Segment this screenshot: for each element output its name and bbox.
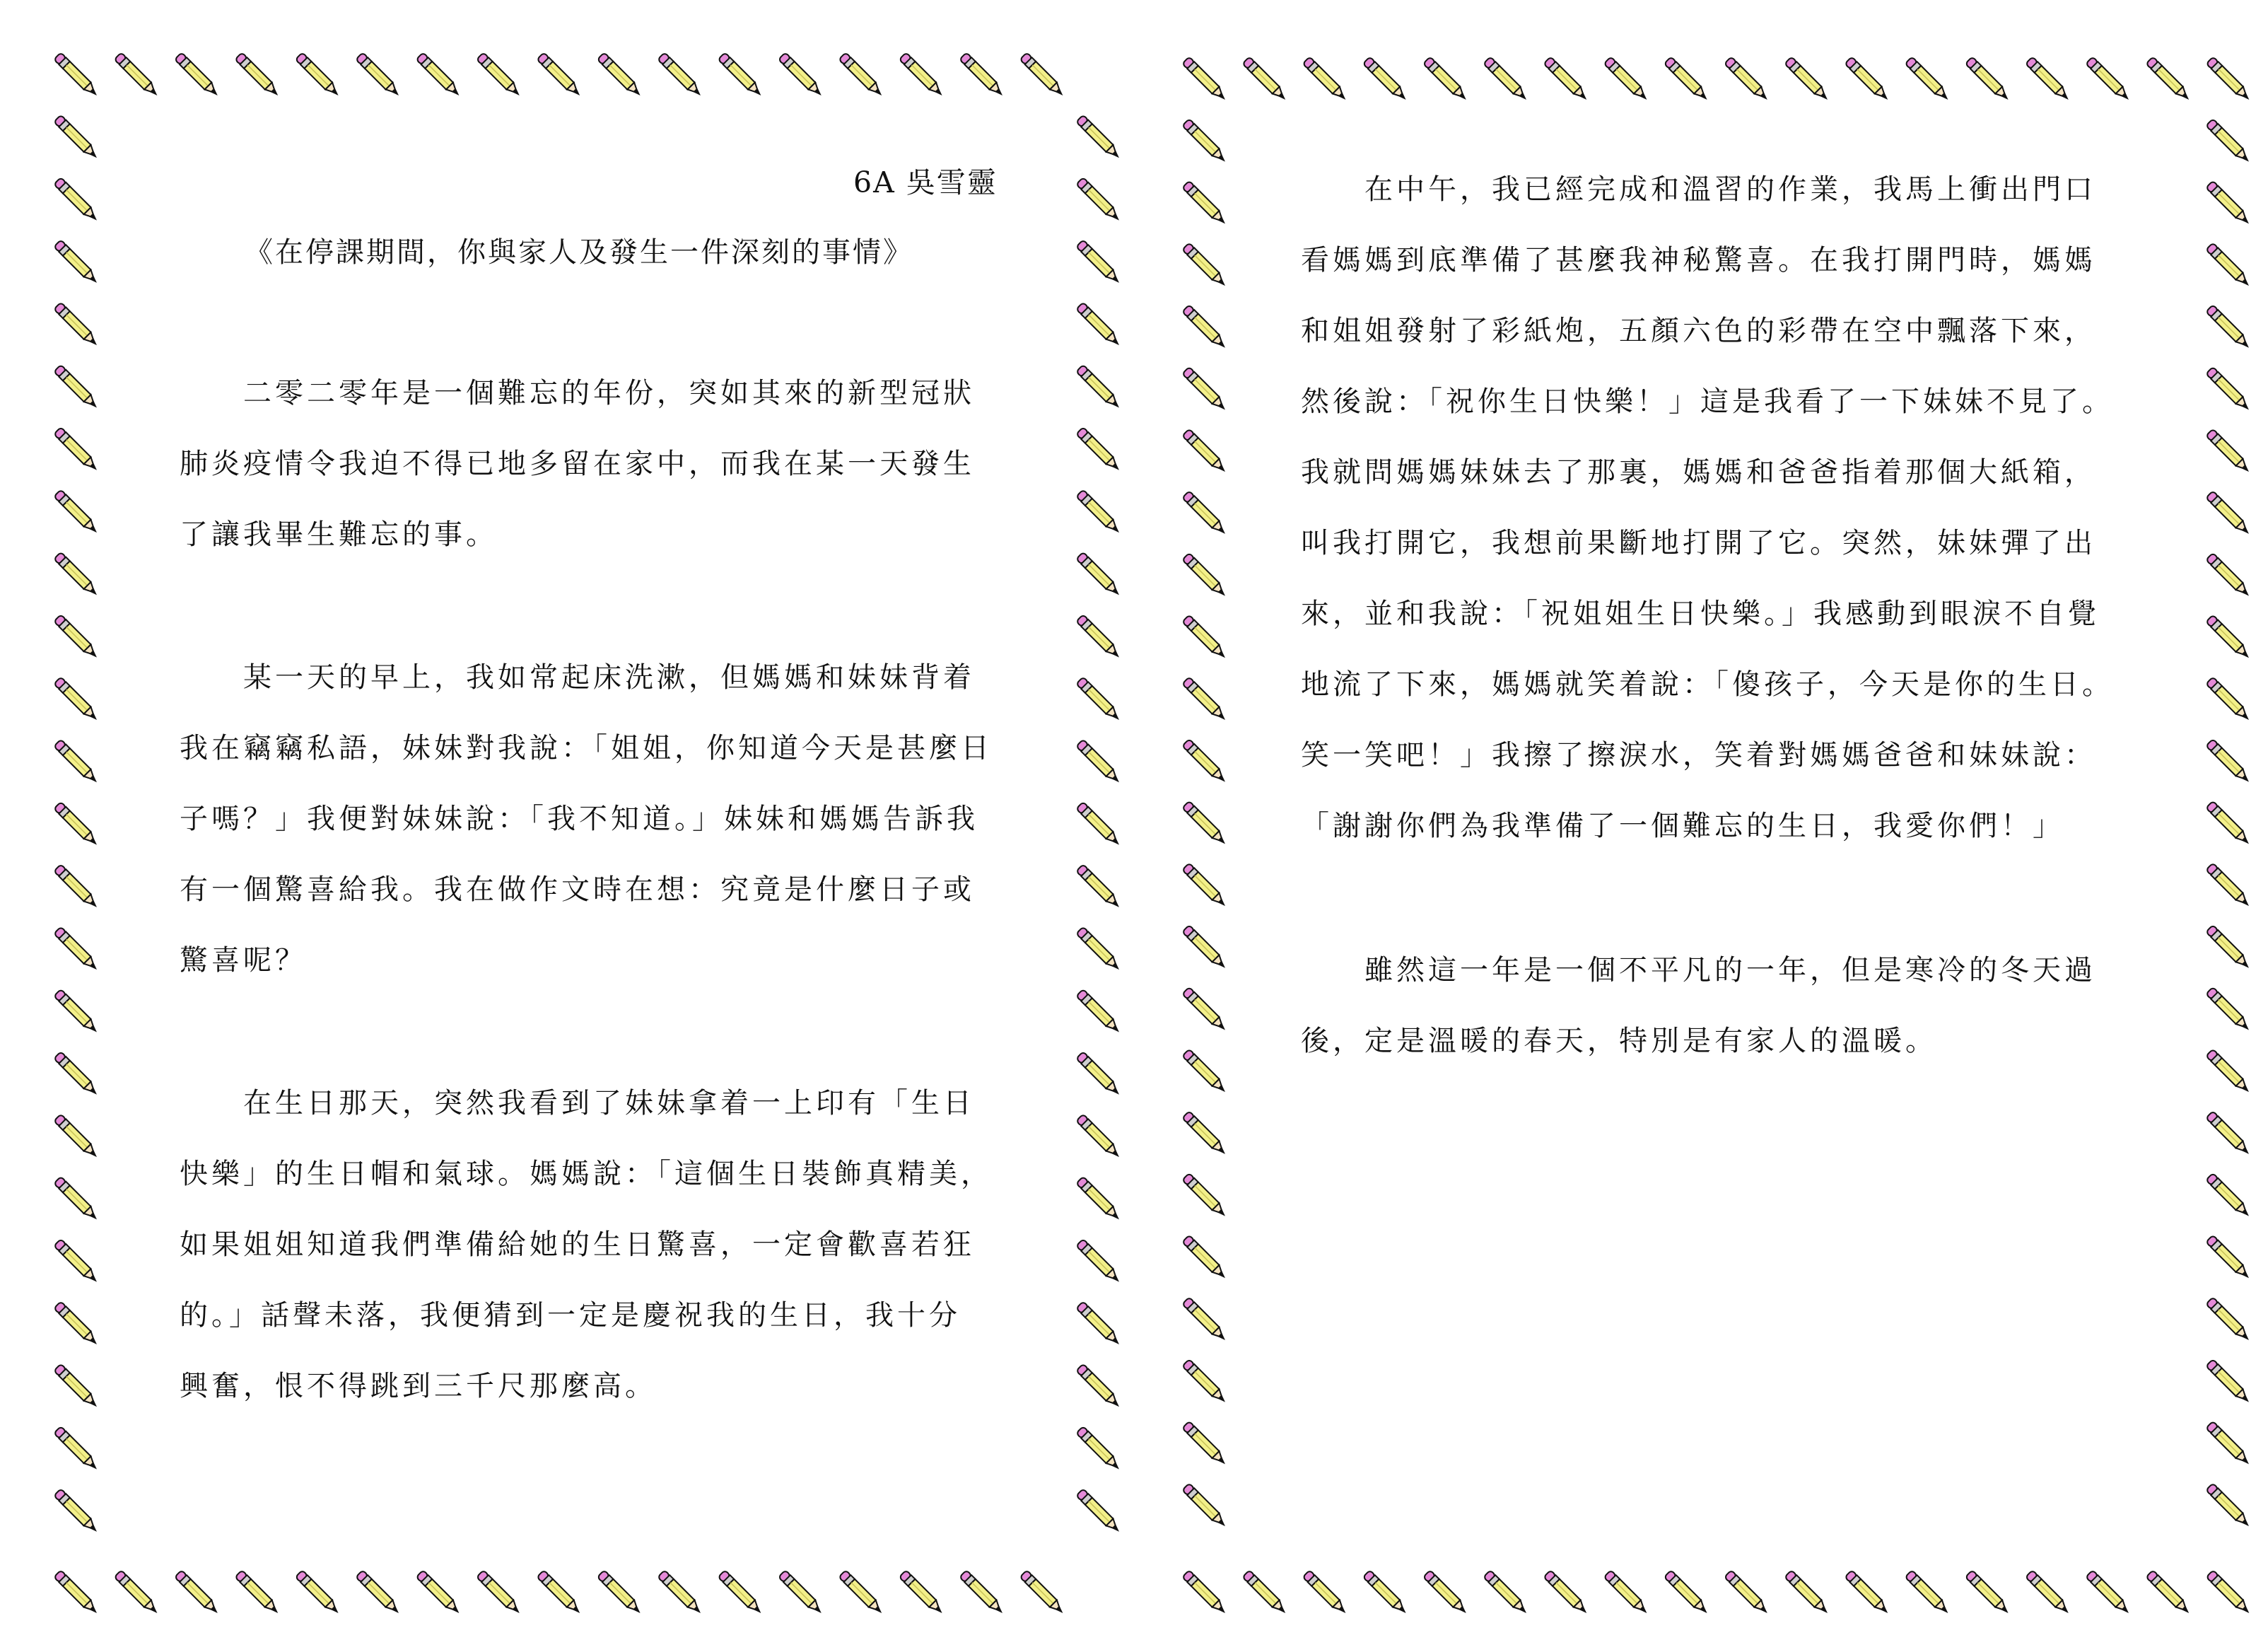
text-line: 在中午，我已經完成和溫習的作業，我馬上衝出門口	[1301, 173, 2096, 206]
text-line: 快樂」的生日帽和氣球。媽媽說：「這個生日裝飾真精美，	[180, 1158, 993, 1190]
text-line: 我在竊竊私語，妹妹對我說：「姐姐，你知道今天是甚麼日	[180, 732, 993, 764]
text-line: 雖然這一年是一個不平凡的一年，但是寒冷的冬天過	[1301, 954, 2096, 987]
text-line: 笑一笑吧！」我擦了擦淚水，笑着對媽媽爸爸和妹妹說：	[1301, 739, 2096, 772]
text-line: 在生日那天，突然我看到了妹妹拿着一上印有「生日	[180, 1087, 975, 1119]
text-line: 興奮，恨不得跳到三千尺那麼高。	[180, 1370, 657, 1402]
text-line: 「謝謝你們為我準備了一個難忘的生日，我愛你們！」	[1301, 810, 2064, 842]
text-line: 某一天的早上，我如常起床洗漱，但媽媽和妹妹背着	[180, 661, 975, 694]
text-line: 如果姐姐知道我們準備給她的生日驚喜，一定會歡喜若狂	[180, 1228, 975, 1261]
text-line: 了讓我畢生難忘的事。	[180, 518, 498, 551]
text-line: 子嗎？」我便對妹妹說：「我不知道。」妹妹和媽媽告訴我	[180, 803, 978, 835]
text-line: 我就問媽媽妹妹去了那裏，媽媽和爸爸指着那個大紙箱，	[1301, 456, 2096, 489]
text-line: 來，並和我說：「祝姐姐生日快樂。」我感動到眼淚不自覺	[1301, 598, 2100, 630]
text-line: 後，定是溫暖的春天，特別是有家人的溫暖。	[1301, 1025, 1937, 1057]
text-line: 的。」話聲未落，我便猜到一定是慶祝我的生日，我十分	[180, 1299, 961, 1332]
paragraph-3	[180, 1068, 993, 1421]
essay-title: 《在停課期間，你與家人及發生一件深刻的事情》	[245, 236, 913, 269]
text-line: 二零二零年是一個難忘的年份，突如其來的新型冠狀	[180, 377, 975, 409]
right-page-content	[1134, 0, 2268, 1652]
text-line: 地流了下來，媽媽就笑着說：「傻孩子，今天是你的生日。	[1301, 668, 2114, 701]
text-line: 有一個驚喜給我。我在做作文時在想：究竟是什麼日子或	[180, 873, 975, 906]
text-line: 驚喜呢？	[180, 944, 307, 977]
right-page	[1134, 0, 2268, 1652]
paragraph-2	[180, 642, 993, 996]
text-line: 然後說：「祝你生日快樂！」這是我看了一下妹妹不見了。	[1301, 385, 2114, 418]
text-line: 肺炎疫情令我迫不得已地多留在家中，而我在某一天發生	[180, 448, 975, 480]
paragraph-1	[180, 358, 975, 570]
text-line: 和姐姐發射了彩紙炮，五顏六色的彩帶在空中飄落下來，	[1301, 315, 2096, 347]
paragraph-4	[1301, 154, 2114, 861]
text-line: 叫我打開它，我想前果斷地打開了它。突然，妹妹彈了出	[1301, 527, 2096, 559]
paragraph-5	[1301, 935, 2096, 1076]
author-line: 6A 吳雪靈	[853, 165, 998, 199]
text-line: 看媽媽到底準備了甚麼我神秘驚喜。在我打開門時，媽媽	[1301, 244, 2096, 277]
